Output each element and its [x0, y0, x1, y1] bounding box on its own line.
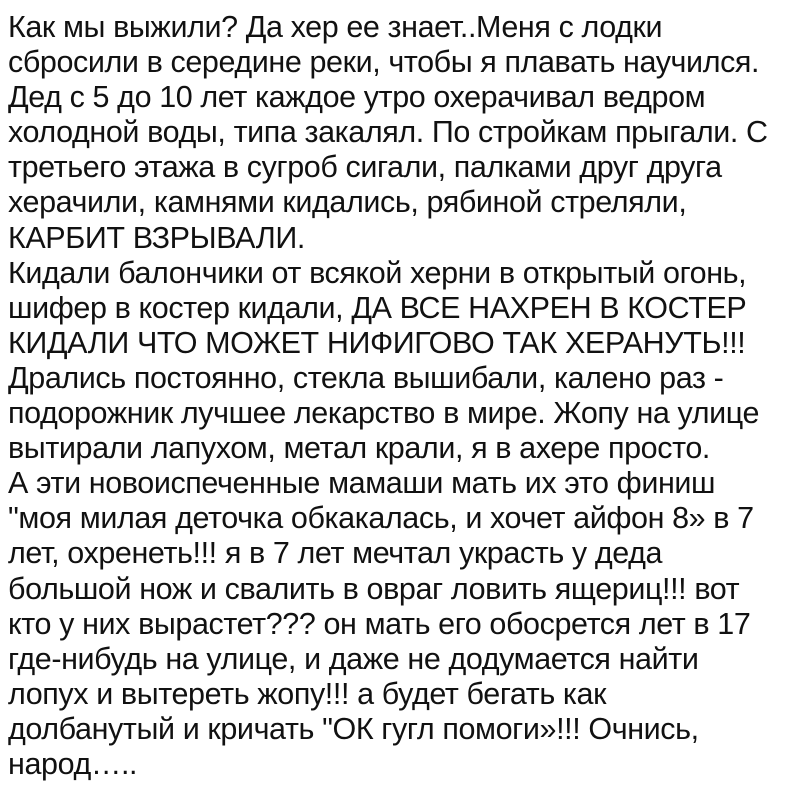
text-line: херачили, камнями кидались, рябиной стреляли,: [8, 185, 687, 220]
text-line: третьего этажа в сугроб сигали, палками друг друга: [8, 150, 722, 185]
text-line: холодной воды, типа закалял. По стройкам прыгали. С: [8, 115, 768, 150]
text-line: сбросили в середине реки, чтобы я плавать научился.: [8, 45, 760, 80]
text-line: КИДАЛИ ЧТО МОЖЕТ НИФИГОВО ТАК ХЕРАНУТЬ!!!: [8, 325, 746, 360]
text-line: подорожник лучшее лекарство в мире. Жопу на улице: [8, 396, 760, 431]
text-line: шифер в костер кидали, ДА ВСЕ НАХРЕН В КОСТЕР: [8, 290, 747, 325]
text-line: лет, охренеть!!! я в 7 лет мечтал украсть у деда: [8, 536, 663, 571]
text-line: вытирали лапухом, метал крали, я в ахере просто.: [8, 431, 710, 466]
text-line: Кидали балончики от всякой херни в открытый огонь,: [8, 255, 747, 290]
text-line: где-нибудь на улице, и даже не додумается найти: [8, 641, 699, 676]
text-line: КАРБИТ ВЗРЫВАЛИ.: [8, 220, 305, 255]
text-line: народ…..: [8, 746, 138, 781]
text-line: Дрались постоянно, стекла вышибали, калено раз -: [8, 360, 724, 395]
text-line: большой нож и свалить в овраг ловить ящериц!!! вот: [8, 571, 740, 606]
text-line: "моя милая деточка обкакалась, и хочет айфон 8» в 7: [8, 501, 754, 536]
text-line: Как мы выжили? Да хер ее знает..Меня с лодки: [8, 10, 663, 44]
text-line: лопух и вытереть жопу!!! а будет бегать как: [8, 676, 607, 711]
text-line: кто у них вырастет??? он мать его обосрется лет в 17: [8, 606, 751, 641]
text-line: А эти новоиспеченные мамаши мать их это финиш: [8, 466, 716, 501]
text-line: Дед с 5 до 10 лет каждое утро охерачивал ведром: [8, 80, 706, 115]
text-line: долбанутый и кричать "ОК гугл помоги»!!! Очнись,: [8, 711, 699, 746]
post-text: [8, 10, 792, 782]
